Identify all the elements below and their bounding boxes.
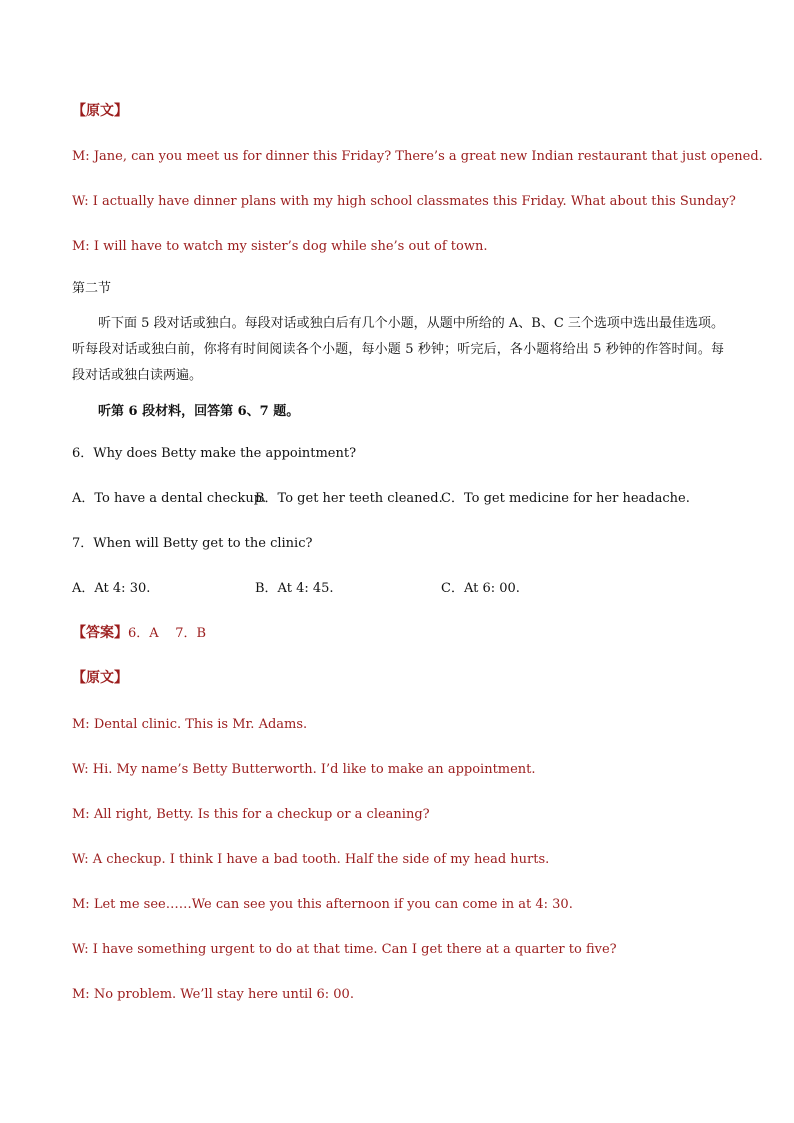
question-6-option-a: A．To have a dental checkup. (72, 491, 267, 506)
question-6-option-c: C．To get medicine for her headache. (441, 491, 690, 506)
material-heading: 听第 6 段材料，回答第 6、7 题。 (98, 404, 300, 419)
dialogue-line: W: Hi. My name’s Betty Butterworth. I’d like to make an appointment. (72, 762, 536, 777)
question-6-option-b: B．To get her teeth cleaned. (255, 491, 443, 506)
question-7-option-b: B．At 4: 45. (255, 581, 334, 596)
answer-label: 【答案】 (72, 625, 128, 641)
dialogue-line: M: Let me see……We can see you this afternoon if you can come in at 4: 30. (72, 897, 573, 912)
question-6-stem: 6．Why does Betty make the appointment? (72, 446, 357, 461)
transcript-line: M: Jane, can you meet us for dinner this Friday? There’s a great new Indian restaurant that just opened. (72, 149, 763, 164)
question-7-option-a: A．At 4: 30. (72, 581, 151, 596)
dialogue-line: W: A checkup. I think I have a bad tooth. Half the side of my head hurts. (72, 852, 550, 867)
dialogue-line: M: Dental clinic. This is Mr. Adams. (72, 717, 308, 732)
dialogue-line: M: No problem. We’ll stay here until 6: 00. (72, 987, 354, 1002)
transcript-label: 【原文】 (72, 670, 128, 686)
transcript-line: W: I actually have dinner plans with my high school classmates this Friday. What about this Sunday? (72, 194, 736, 209)
transcript-label: 【原文】 (72, 103, 128, 119)
answer-text: 6．A 7．B (128, 626, 207, 641)
dialogue-line: M: All right, Betty. Is this for a checkup or a cleaning? (72, 807, 430, 822)
dialogue-line: W: I have something urgent to do at that time. Can I get there at a quarter to five? (72, 942, 617, 957)
section-title: 第二节 (72, 281, 112, 296)
section-instructions: 听下面 5 段对话或独白。每段对话或独白后有几个小题，从题中所给的 A、B、C 三个选项中选出最佳选项。听每段对话或独白前，你将有时间阅读各个小题，每小题 5 秒钟；听完后，各小题将给出 5 秒钟的作答时间。每段对话或独白读两遍。 (72, 316, 724, 383)
transcript-line: M: I will have to watch my sister’s dog while she’s out of town. (72, 239, 488, 254)
question-7-stem: 7．When will Betty get to the clinic? (72, 536, 313, 551)
answer-line (72, 625, 206, 642)
question-7-option-c: C．At 6: 00. (441, 581, 520, 596)
